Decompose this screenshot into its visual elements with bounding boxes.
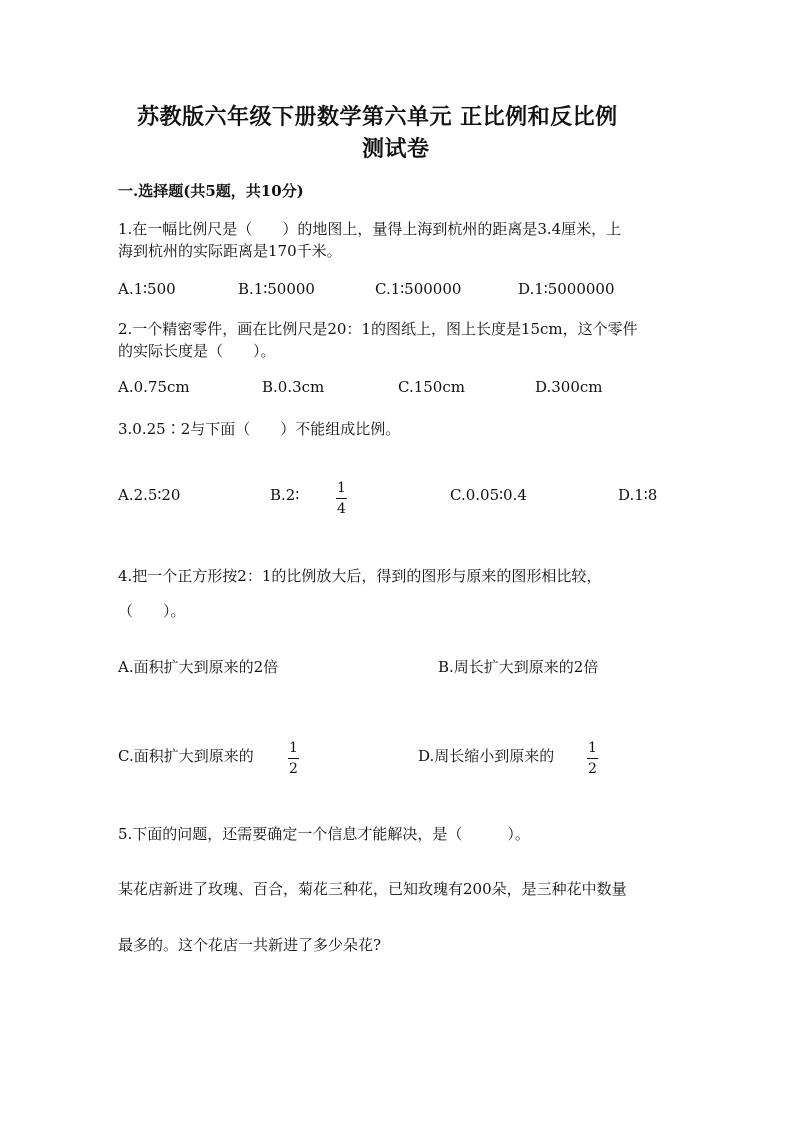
question-2-line-2: 的实际长度是（ ）。	[118, 342, 276, 360]
question-4-option-b[interactable]: B.周长扩大到原来的2倍	[438, 658, 599, 676]
fraction-numerator: 1	[289, 740, 298, 756]
question-2-option-d[interactable]: D.300cm	[535, 378, 603, 396]
question-4-option-a[interactable]: A.面积扩大到原来的2倍	[118, 658, 279, 676]
question-1-option-c[interactable]: C.1∶500000	[375, 280, 462, 298]
question-2-option-a[interactable]: A.0.75cm	[118, 378, 190, 396]
question-4-option-d[interactable]: D.周长缩小到原来的	[418, 747, 555, 765]
question-4-option-c-fraction	[288, 740, 299, 777]
question-3-option-a[interactable]: A.2.5∶20	[118, 486, 181, 504]
fraction-numerator: 1	[588, 740, 597, 756]
question-3-line-1: 3.0.25∶2与下面（ ）不能组成比例。	[118, 420, 401, 438]
question-4-option-d-fraction	[587, 740, 598, 777]
question-2-option-b[interactable]: B.0.3cm	[262, 378, 325, 396]
fraction-denominator: 2	[588, 761, 597, 777]
question-3-option-b-fraction	[336, 480, 347, 517]
question-4-line-1: 4.把一个正方形按2：1的比例放大后，得到的图形与原来的图形相比较，	[118, 567, 602, 585]
fraction-numerator: 1	[337, 480, 346, 496]
title-line-1: 苏教版六年级下册数学第六单元 正比例和反比例	[137, 104, 618, 130]
fraction-denominator: 2	[289, 761, 298, 777]
fraction-bar	[587, 758, 598, 759]
question-1-option-a[interactable]: A.1∶500	[118, 280, 176, 298]
fraction-denominator: 4	[337, 501, 346, 517]
question-4-option-c[interactable]: C.面积扩大到原来的	[118, 747, 254, 765]
question-2-option-c[interactable]: C.150cm	[398, 378, 465, 396]
question-3-option-d[interactable]: D.1∶8	[618, 486, 658, 504]
question-4-line-2: （ ）。	[118, 602, 186, 620]
question-5-line-1: 5.下面的问题，还需要确定一个信息才能解决，是（ ）。	[118, 825, 530, 843]
question-3-option-b[interactable]: B.2∶	[270, 486, 300, 504]
question-1-option-d[interactable]: D.1∶5000000	[518, 280, 615, 298]
fraction-bar	[288, 758, 299, 759]
title-line-2: 测试卷	[362, 136, 430, 162]
question-5-line-2: 某花店新进了玫瑰、百合，菊花三种花，已知玫瑰有200朵，是三种花中数量	[118, 880, 627, 898]
question-1-option-b[interactable]: B.1∶50000	[238, 280, 315, 298]
fraction-bar	[336, 498, 347, 499]
question-1-line-1: 1.在一幅比例尺是（ ）的地图上，量得上海到杭州的距离是3.4厘米，上	[118, 220, 622, 238]
question-5-line-3: 最多的。这个花店一共新进了多少朵花?	[118, 936, 382, 954]
question-2-line-1: 2.一个精密零件，画在比例尺是20：1的图纸上，图上长度是15cm，这个零件	[118, 320, 638, 338]
section-heading: 一.选择题(共5题，共10分)	[118, 182, 304, 200]
question-1-line-2: 海到杭州的实际距离是170千米。	[118, 242, 342, 260]
question-3-option-c[interactable]: C.0.05∶0.4	[450, 486, 527, 504]
